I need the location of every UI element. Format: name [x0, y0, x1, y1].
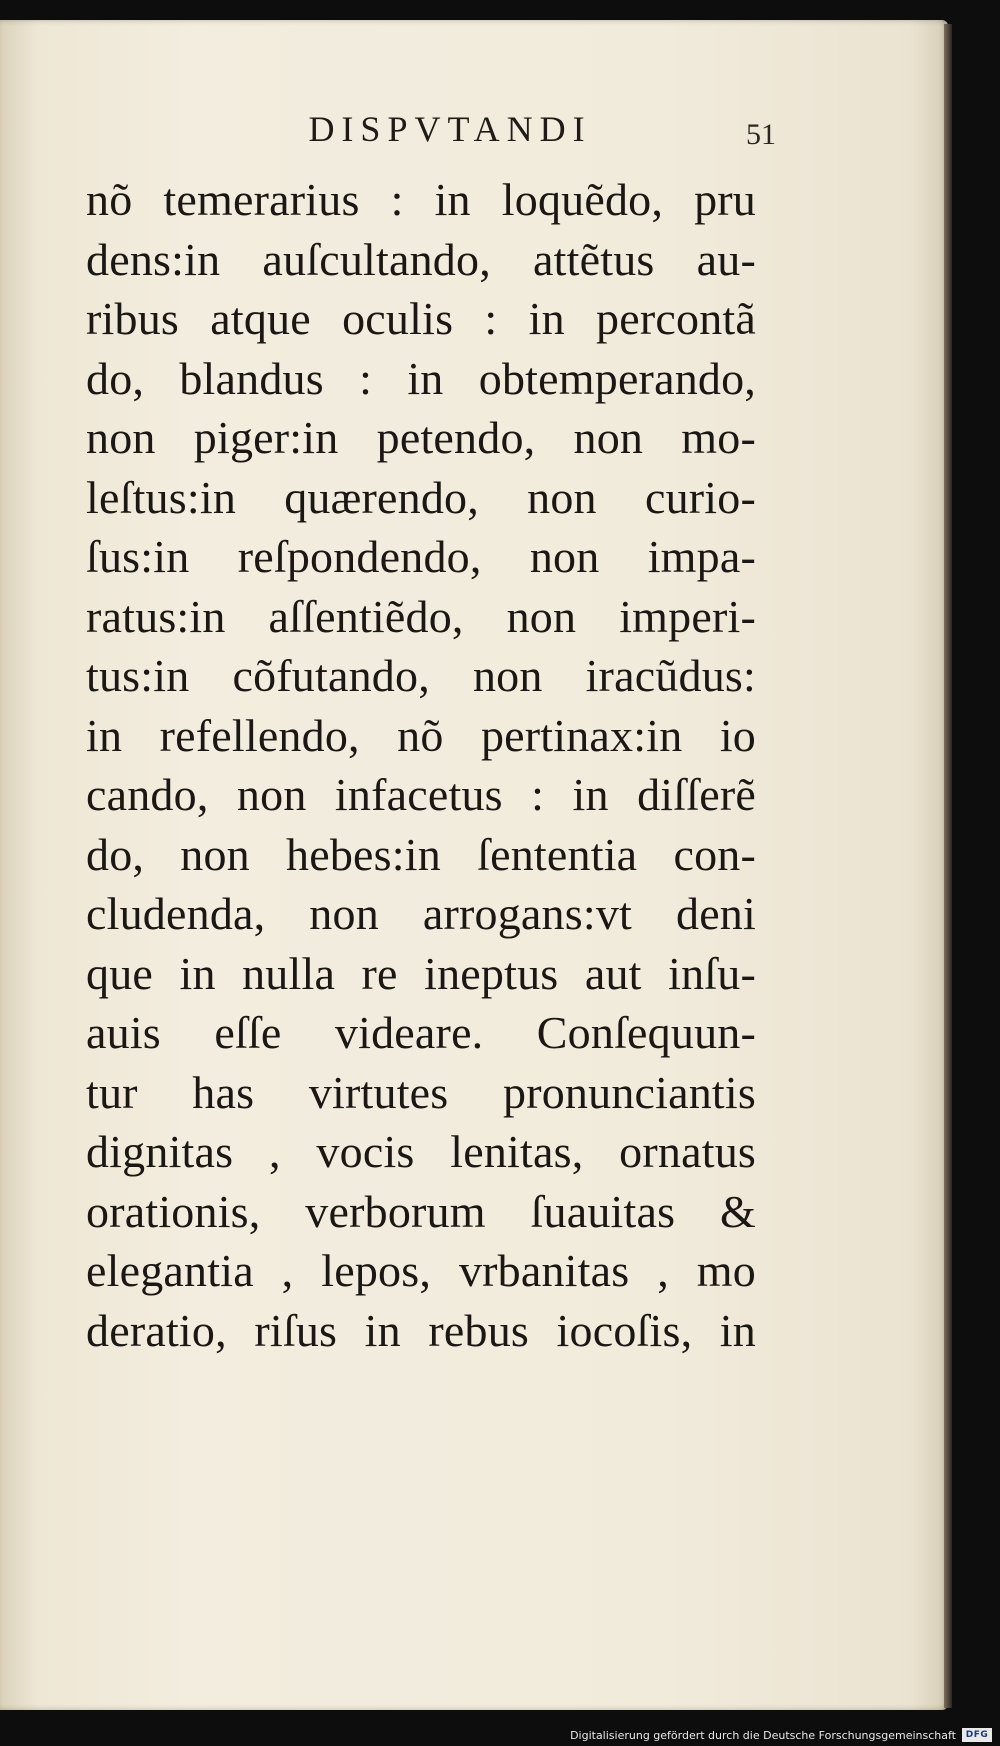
- text-line: que in nulla re ineptus aut inſu-: [86, 947, 756, 999]
- text-line: cando, non infacetus : in diſſerẽ: [86, 769, 756, 820]
- text-line: ratus:in aſſentiẽdo, non imperi-: [86, 590, 756, 642]
- text-line: tur has virtutes pronunciantis: [86, 1066, 756, 1118]
- text-line: leſtus:in quærendo, non curio-: [86, 471, 756, 523]
- text-line: in refellendo, nõ pertinax:in io: [86, 709, 756, 761]
- page-edge: [944, 24, 952, 1708]
- text-line: ſus:in reſpondendo, non impa-: [86, 531, 756, 582]
- text-line: dignitas , vocis lenitas, ornatus: [86, 1126, 756, 1177]
- text-line: tus:in cõfutando, non iracũdus:: [86, 650, 756, 701]
- dfg-logo: DFG: [962, 1728, 992, 1742]
- text-line: ribus atque oculis : in percontã: [86, 293, 756, 344]
- text-line: non piger:in petendo, non mo-: [86, 412, 756, 463]
- text-line: do, non hebes:in ſententia con-: [86, 828, 756, 880]
- text-line: deratio, riſus in rebus iocoſis, in: [86, 1304, 756, 1356]
- running-head: DISPVTANDI: [308, 109, 592, 149]
- text-line: nõ temerarius : in loquẽdo, pru: [86, 174, 756, 225]
- text-line: dens:in auſcultando, attẽtus au-: [86, 233, 756, 285]
- text-line: auis eſſe videare. Conſequun-: [86, 1007, 756, 1058]
- page-number: 51: [746, 118, 776, 151]
- text-line: elegantia , lepos, vrbanitas , mo: [86, 1245, 756, 1296]
- text-line: cludenda, non arrogans:vt deni: [86, 888, 756, 939]
- body-text: [86, 170, 756, 1360]
- text-line: do, blandus : in obtemperando,: [86, 352, 756, 404]
- funding-credit: Digitalisierung gefördert durch die Deutsche Forschungsgemeinschaft: [570, 1729, 956, 1742]
- text-line: orationis, verborum ſuauitas &: [86, 1185, 756, 1237]
